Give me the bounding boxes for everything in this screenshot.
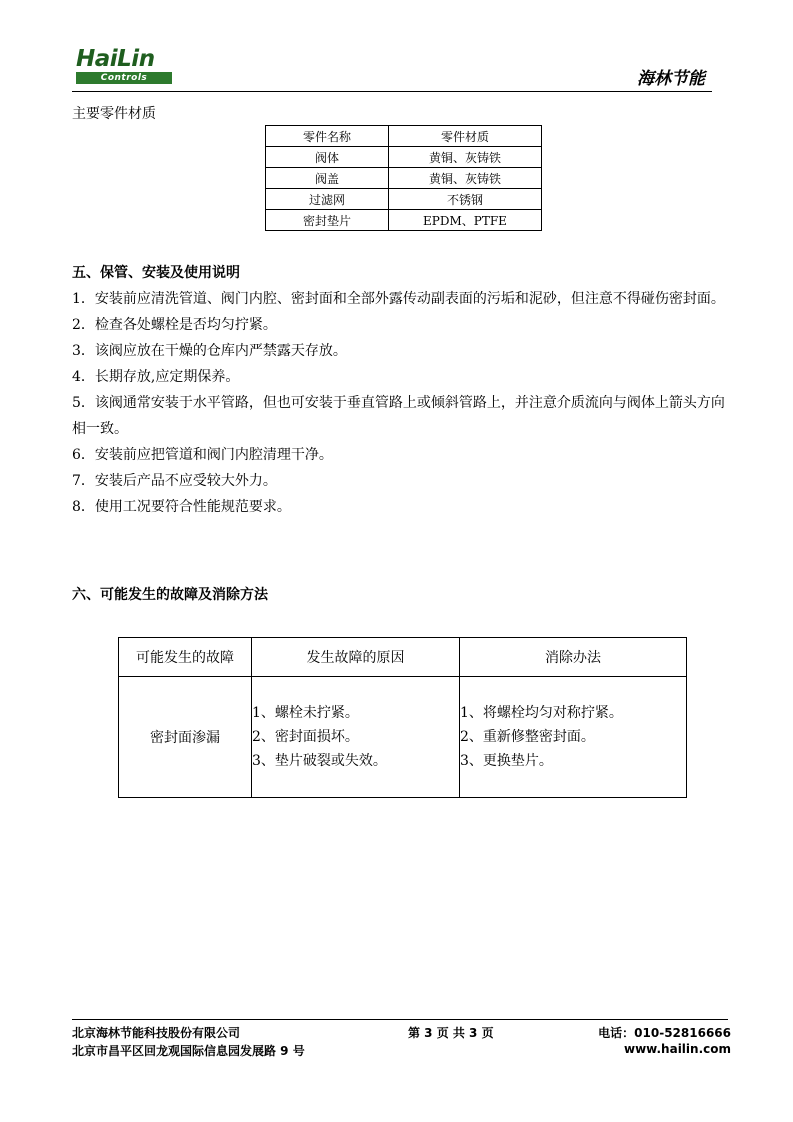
materials-table	[265, 125, 542, 231]
table-header-cell: 可能发生的故障	[119, 638, 252, 677]
table-row	[266, 147, 542, 168]
table-cell: 阀体	[266, 147, 389, 168]
footer-company: 北京海林节能科技股份有限公司	[72, 1026, 241, 1040]
footer-divider	[72, 1019, 728, 1020]
table-cell: 过滤网	[266, 189, 389, 210]
remedy-item: 1、将螺栓均匀对称拧紧。	[460, 705, 623, 721]
table-header-cell: 发生故障的原因	[252, 638, 460, 677]
table-header-row	[266, 126, 542, 147]
table-cell: 黄铜、灰铸铁	[389, 168, 542, 189]
table-header-row	[119, 638, 687, 677]
list-item: 3．该阀应放在干燥的仓库内严禁露天存放。	[72, 343, 347, 359]
section6-title: 六、可能发生的故障及消除方法	[72, 587, 268, 603]
remedies-cell	[460, 677, 687, 798]
list-item: 8．使用工况要符合性能规范要求。	[72, 499, 291, 515]
table-row	[266, 168, 542, 189]
header-brand: 海林节能	[637, 69, 705, 89]
cause-item: 2、密封面损坏。	[252, 729, 359, 745]
remedy-item: 3、更换垫片。	[460, 753, 553, 769]
logo-subtitle: Controls	[76, 72, 172, 84]
section5-title: 五、保管、安装及使用说明	[72, 265, 240, 281]
cause-item: 1、螺栓未拧紧。	[252, 705, 359, 721]
list-item: 6．安装前应把管道和阀门内腔清理干净。	[72, 447, 333, 463]
list-item: 1．安装前应清洗管道、阀门内腔、密封面和全部外露传动副表面的污垢和泥砂，但注意不得碰伤密封面。	[72, 291, 725, 307]
footer-address: 北京市昌平区回龙观国际信息园发展路 9 号	[72, 1044, 305, 1058]
list-item: 2．检查各处螺栓是否均匀拧紧。	[72, 317, 277, 333]
footer-phone: 电话：010-52816666	[598, 1026, 731, 1040]
fault-cell: 密封面渗漏	[119, 677, 252, 798]
table-row	[266, 210, 542, 231]
footer-page-number: 第 3 页 共 3 页	[408, 1026, 494, 1040]
causes-cell	[252, 677, 460, 798]
table-row	[266, 189, 542, 210]
list-item: 5．该阀通常安装于水平管路，但也可安装于垂直管路上或倾斜管路上，并注意介质流向与阀体上箭头方向相一致。	[72, 395, 725, 437]
table-cell: 阀盖	[266, 168, 389, 189]
table-cell: 不锈钢	[389, 189, 542, 210]
table-header-cell: 零件材质	[389, 126, 542, 147]
materials-title: 主要零件材质	[72, 106, 156, 122]
fault-table	[118, 637, 687, 798]
footer-website: www.hailin.com	[624, 1042, 731, 1056]
table-cell: 密封垫片	[266, 210, 389, 231]
table-row	[119, 677, 687, 798]
section5-list	[72, 286, 736, 520]
header-divider	[72, 91, 712, 92]
table-header-cell: 零件名称	[266, 126, 389, 147]
remedy-item: 2、重新修整密封面。	[460, 729, 595, 745]
list-item: 7．安装后产品不应受较大外力。	[72, 473, 277, 489]
logo-text: HaiLin	[76, 46, 155, 72]
table-cell: EPDM、PTFE	[389, 210, 542, 231]
table-cell: 黄铜、灰铸铁	[389, 147, 542, 168]
cause-item: 3、垫片破裂或失效。	[252, 753, 387, 769]
table-header-cell: 消除办法	[460, 638, 687, 677]
list-item: 4．长期存放,应定期保养。	[72, 369, 240, 385]
